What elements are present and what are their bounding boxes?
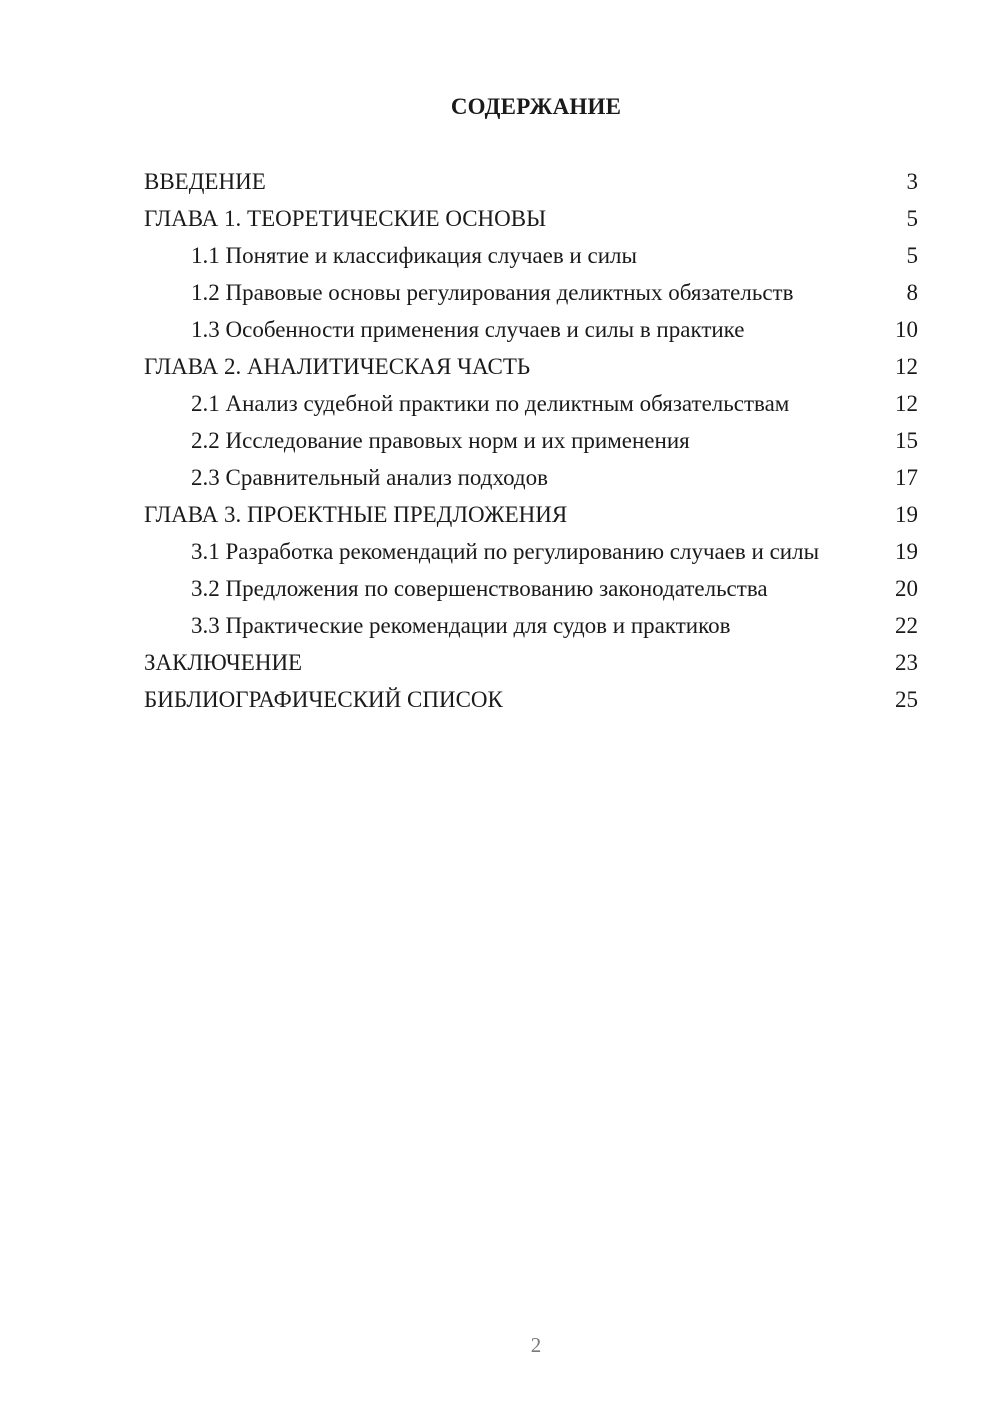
page-number: 2 [530,1333,542,1357]
toc-entry-label: ЗАКЛЮЧЕНИЕ [144,650,303,675]
toc-entry-page: 5 [906,206,918,231]
toc-entry-page: 3 [906,169,918,194]
toc-entry-label: 2.3 Сравнительный анализ подходов [191,465,548,490]
toc-entry-chapter-2[interactable] [144,353,918,380]
toc-entry-label: ВВЕДЕНИЕ [144,169,266,194]
toc-entry-label: 2.2 Исследование правовых норм и их применения [191,428,690,453]
table-of-contents [144,168,918,723]
toc-entry-page: 17 [895,465,918,490]
toc-entry-conclusion[interactable] [144,649,918,676]
toc-entry-section-1-2[interactable] [144,279,918,306]
toc-entry-label: 3.1 Разработка рекомендаций по регулированию случаев и силы [191,539,820,564]
toc-entry-page: 12 [895,354,918,379]
toc-entry-page: 20 [895,576,918,601]
toc-entry-page: 15 [895,428,918,453]
toc-entry-page: 23 [895,650,918,675]
toc-entry-page: 8 [906,280,918,305]
toc-entry-label: 1.1 Понятие и классификация случаев и силы [191,243,637,268]
toc-entry-page: 19 [895,539,918,564]
toc-entry-chapter-3[interactable] [144,501,918,528]
toc-entry-label: 1.3 Особенности применения случаев и силы в практике [191,317,745,342]
toc-entry-introduction[interactable] [144,168,918,195]
toc-entry-section-2-2[interactable] [144,427,918,454]
toc-entry-label: ГЛАВА 1. ТЕОРЕТИЧЕСКИЕ ОСНОВЫ [144,206,547,231]
toc-entry-section-3-2[interactable] [144,575,918,602]
toc-entry-section-2-3[interactable] [144,464,918,491]
toc-title: СОДЕРЖАНИЕ [450,94,622,119]
toc-entry-section-3-1[interactable] [144,538,918,565]
toc-entry-page: 12 [895,391,918,416]
toc-entry-section-1-3[interactable] [144,316,918,343]
toc-entry-chapter-1[interactable] [144,205,918,232]
toc-entry-label: ГЛАВА 2. АНАЛИТИЧЕСКАЯ ЧАСТЬ [144,354,531,379]
toc-entry-page: 5 [906,243,918,268]
toc-entry-label: БИБЛИОГРАФИЧЕСКИЙ СПИСОК [144,687,503,712]
toc-entry-label: 1.2 Правовые основы регулирования деликтных обязательств [191,280,794,305]
toc-entry-label: ГЛАВА 3. ПРОЕКТНЫЕ ПРЕДЛОЖЕНИЯ [144,502,568,527]
toc-entry-page: 10 [895,317,918,342]
toc-entry-section-1-1[interactable] [144,242,918,269]
toc-entry-label: 3.2 Предложения по совершенствованию законодательства [191,576,768,601]
toc-entry-section-3-3[interactable] [144,612,918,639]
toc-entry-page: 19 [895,502,918,527]
toc-entry-bibliography[interactable] [144,686,918,713]
toc-entry-page: 22 [895,613,918,638]
toc-entry-label: 3.3 Практические рекомендации для судов и практиков [191,613,731,638]
toc-entry-page: 25 [895,687,918,712]
toc-entry-section-2-1[interactable] [144,390,918,417]
toc-entry-label: 2.1 Анализ судебной практики по деликтным обязательствам [191,391,790,416]
